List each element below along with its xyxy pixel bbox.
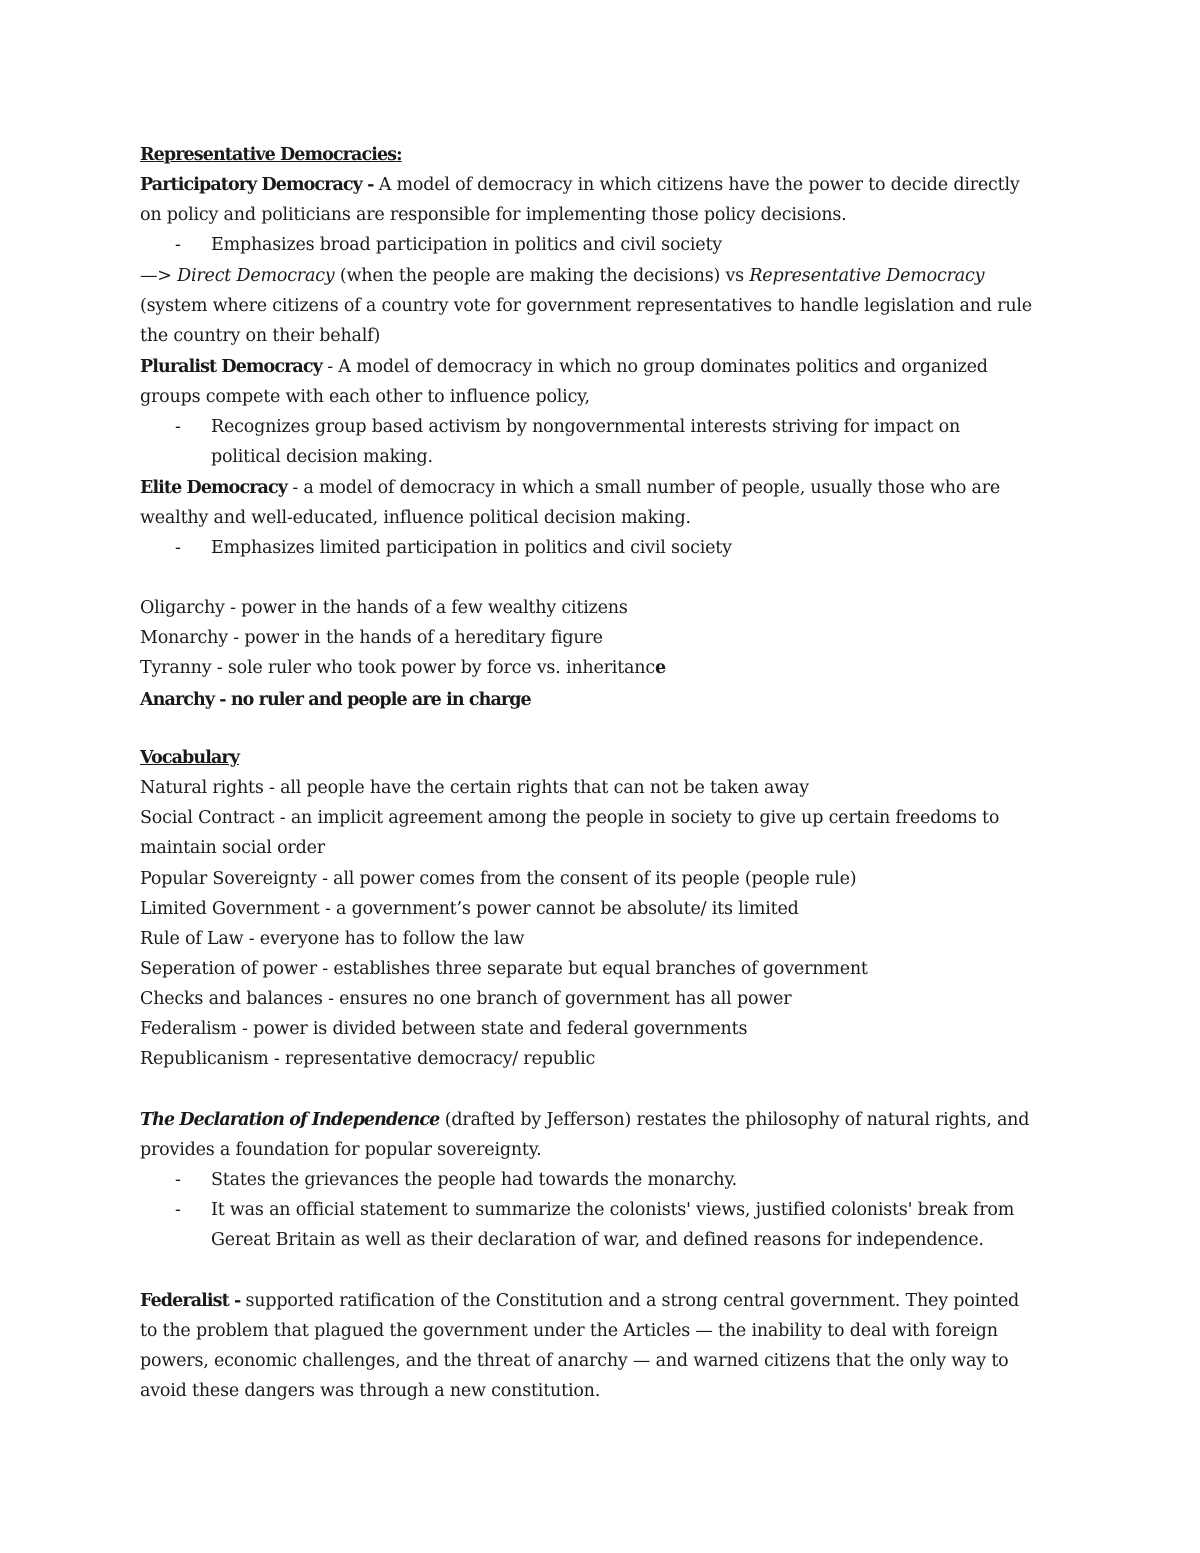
participatory-line-2: on policy and politicians are responsible for implementing those policy decisions.: [140, 205, 847, 225]
bullet-dash: -: [175, 1200, 181, 1220]
declaration-line-1: [140, 1105, 1070, 1135]
anarchy-line: [140, 685, 1070, 715]
arrow-text: —>: [140, 266, 178, 286]
declaration-def: (drafted by Jefferson) restates the philosophy of natural rights, and: [439, 1110, 1030, 1130]
pluralist-bullet-line-2: political decision making.: [211, 447, 433, 467]
federalist-line-4: avoid these dangers was through a new constitution.: [140, 1381, 601, 1401]
bullet-dash: -: [175, 538, 181, 558]
tyranny-line: [140, 653, 1070, 683]
monarchy-line: Monarchy - power in the hands of a hereditary figure: [140, 628, 603, 648]
direct-democracy-def: (when the people are making the decisions) vs: [334, 266, 750, 286]
vocab-natural-rights: Natural rights - all people have the certain rights that can not be taken away: [140, 778, 809, 798]
federalist-term: Federalist -: [140, 1291, 246, 1311]
direct-vs-representative-line: [140, 261, 1070, 291]
vocab-limited-government: Limited Government - a government’s power cannot be absolute/ its limited: [140, 899, 799, 919]
elite-line-2: wealthy and well-educated, influence political decision making.: [140, 508, 691, 528]
vocab-social-contract-1: Social Contract - an implicit agreement among the people in society to give up certain freedoms to: [140, 808, 1000, 828]
elite-def: - a model of democracy in which a small number of people, usually those who are: [286, 478, 1001, 498]
elite-term: Elite Democracy: [140, 478, 287, 498]
declaration-bullet-1: States the grievances the people had towards the monarchy.: [211, 1170, 738, 1190]
elite-bullet: Emphasizes limited participation in politics and civil society: [211, 538, 732, 558]
heading-text: Representative Democracies:: [140, 145, 402, 165]
vocab-popular-sovereignty: Popular Sovereignty - all power comes from the consent of its people (people rule): [140, 869, 857, 889]
tyranny-last-letter: e: [654, 658, 666, 678]
pluralist-def: - A model of democracy in which no group dominates politics and organized: [321, 357, 988, 377]
pluralist-term: Pluralist Democracy: [140, 357, 322, 377]
bullet-dash: -: [175, 1170, 181, 1190]
vocab-rule-of-law: Rule of Law - everyone has to follow the law: [140, 929, 525, 949]
pluralist-bullet-line-1: Recognizes group based activism by nongovernmental interests striving for impact on: [211, 417, 961, 437]
vocabulary-heading-text: Vocabulary: [140, 748, 239, 768]
representative-heading: [140, 140, 1070, 170]
vocab-separation-of-power: Seperation of power - establishes three separate but equal branches of government: [140, 959, 868, 979]
representative-def-line-2: the country on their behalf): [140, 326, 381, 346]
direct-democracy-term: Direct Democracy: [177, 266, 335, 286]
declaration-bullet-2-line-1: It was an official statement to summarize the colonists' views, justified colonists' break from: [211, 1200, 1015, 1220]
federalist-line-1: [140, 1286, 1070, 1316]
vocab-republicanism: Republicanism - representative democracy/ republic: [140, 1049, 596, 1069]
declaration-bullet-2-line-2: Gereat Britain as well as their declaration of war, and defined reasons for independence.: [211, 1230, 984, 1250]
participatory-bullet: Emphasizes broad participation in politics and civil society: [211, 235, 722, 255]
elite-line-1: [140, 473, 1070, 503]
federalist-def: supported ratification of the Constitution and a strong central government. They pointed: [245, 1291, 1020, 1311]
federalist-line-3: powers, economic challenges, and the threat of anarchy — and warned citizens that the only way to: [140, 1351, 1009, 1371]
bullet-dash: -: [175, 235, 181, 255]
declaration-term: The Declaration of Independence: [140, 1110, 440, 1130]
participatory-term: Participatory Democracy -: [140, 175, 379, 195]
vocab-social-contract-2: maintain social order: [140, 838, 325, 858]
pluralist-line-1: [140, 352, 1070, 382]
anarchy-text: Anarchy - no ruler and people are in charge: [140, 690, 531, 710]
participatory-def: A model of democracy in which citizens have the power to decide directly: [378, 175, 1020, 195]
representative-democracy-term: Representative Democracy: [749, 266, 985, 286]
vocab-checks-and-balances: Checks and balances - ensures no one branch of government has all power: [140, 989, 792, 1009]
vocabulary-heading: [140, 743, 1070, 773]
vocab-federalism: Federalism - power is divided between state and federal governments: [140, 1019, 748, 1039]
tyranny-text: Tyranny - sole ruler who took power by force vs. inheritanc: [140, 658, 655, 678]
bullet-dash: -: [175, 417, 181, 437]
pluralist-line-2: groups compete with each other to influence policy,: [140, 387, 590, 407]
federalist-line-2: to the problem that plagued the government under the Articles — the inability to deal with foreign: [140, 1321, 998, 1341]
oligarchy-line: Oligarchy - power in the hands of a few wealthy citizens: [140, 598, 628, 618]
participatory-line-1: [140, 170, 1070, 200]
representative-def-line-1: (system where citizens of a country vote for government representatives to handle legislation and rule: [140, 296, 1032, 316]
declaration-line-2: provides a foundation for popular sovereignty.: [140, 1140, 542, 1160]
